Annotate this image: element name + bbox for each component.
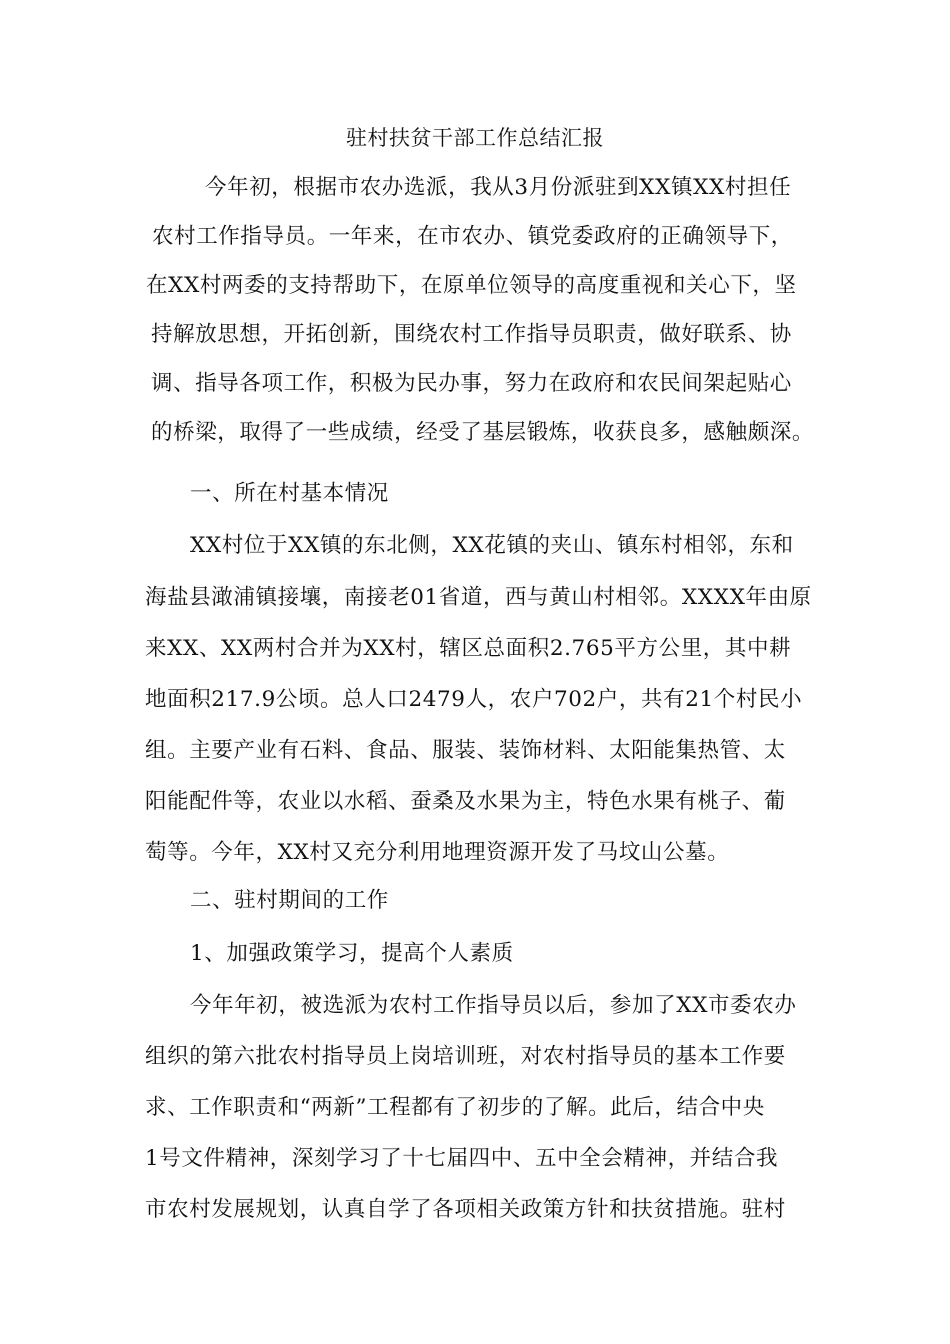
subsection-1-line-5: 市农村发展规划，认真自学了各项相关政策方针和扶贫措施。驻村 [145, 1197, 786, 1222]
section-1-line-7: 萄等。今年，XX村又充分利用地理资源开发了马坟山公墓。 [145, 840, 730, 865]
section-1-line-6: 阳能配件等，农业以水稻、蚕桑及水果为主，特色水果有桃子、葡 [145, 789, 786, 814]
section-1-line-2: 海盐县澉浦镇接壤，南接老01省道，西与黄山村相邻。XXXX年由原 [145, 585, 812, 610]
intro-line-5: 调、指导各项工作，积极为民办事，努力在政府和农民间架起贴心 [151, 371, 792, 396]
subsection-1-line-1: 今年年初，被选派为农村工作指导员以后，参加了XX市委农办 [190, 993, 797, 1018]
intro-line-4: 持解放思想，开拓创新，围绕农村工作指导员职责，做好联系、协 [151, 322, 792, 347]
subsection-1-heading: 1、加强政策学习，提高个人素质 [190, 941, 514, 966]
intro-line-1: 今年初，根据市农办选派，我从3月份派驻到XX镇XX村担任 [205, 175, 792, 200]
section-2-heading: 二、驻村期间的工作 [190, 888, 389, 913]
subsection-1-line-4: 1号文件精神，深刻学习了十七届四中、五中全会精神，并结合我 [145, 1146, 779, 1171]
section-1-heading: 一、所在村基本情况 [190, 481, 389, 506]
intro-line-2: 农村工作指导员。一年来，在市农办、镇党委政府的正确领导下， [152, 224, 793, 249]
section-1-line-1: XX村位于XX镇的东北侧，XX花镇的夹山、镇东村相邻，东和 [190, 533, 794, 558]
section-1-line-5: 组。主要产业有石料、食品、服装、装饰材料、太阳能集热管、太 [145, 738, 786, 763]
subsection-1-line-3: 求、工作职责和“两新”工程都有了初步的了解。此后，结合中央 [145, 1095, 765, 1120]
section-1-line-3: 来XX、XX两村合并为XX村，辖区总面积2.765平方公里，其中耕 [145, 636, 792, 661]
subsection-1-line-2: 组织的第六批农村指导员上岗培训班，对农村指导员的基本工作要 [145, 1044, 786, 1069]
section-1-line-4: 地面积217.9公顷。总人口2479人，农户702户，共有21个村民小 [145, 687, 803, 712]
document-title: 驻村扶贫干部工作总结汇报 [346, 126, 604, 150]
intro-line-6: 的桥梁，取得了一些成绩，经受了基层锻炼，收获良多，感触颇深。 [151, 420, 815, 445]
intro-line-3: 在XX村两委的支持帮助下，在原单位领导的高度重视和关心下，坚 [146, 273, 797, 298]
